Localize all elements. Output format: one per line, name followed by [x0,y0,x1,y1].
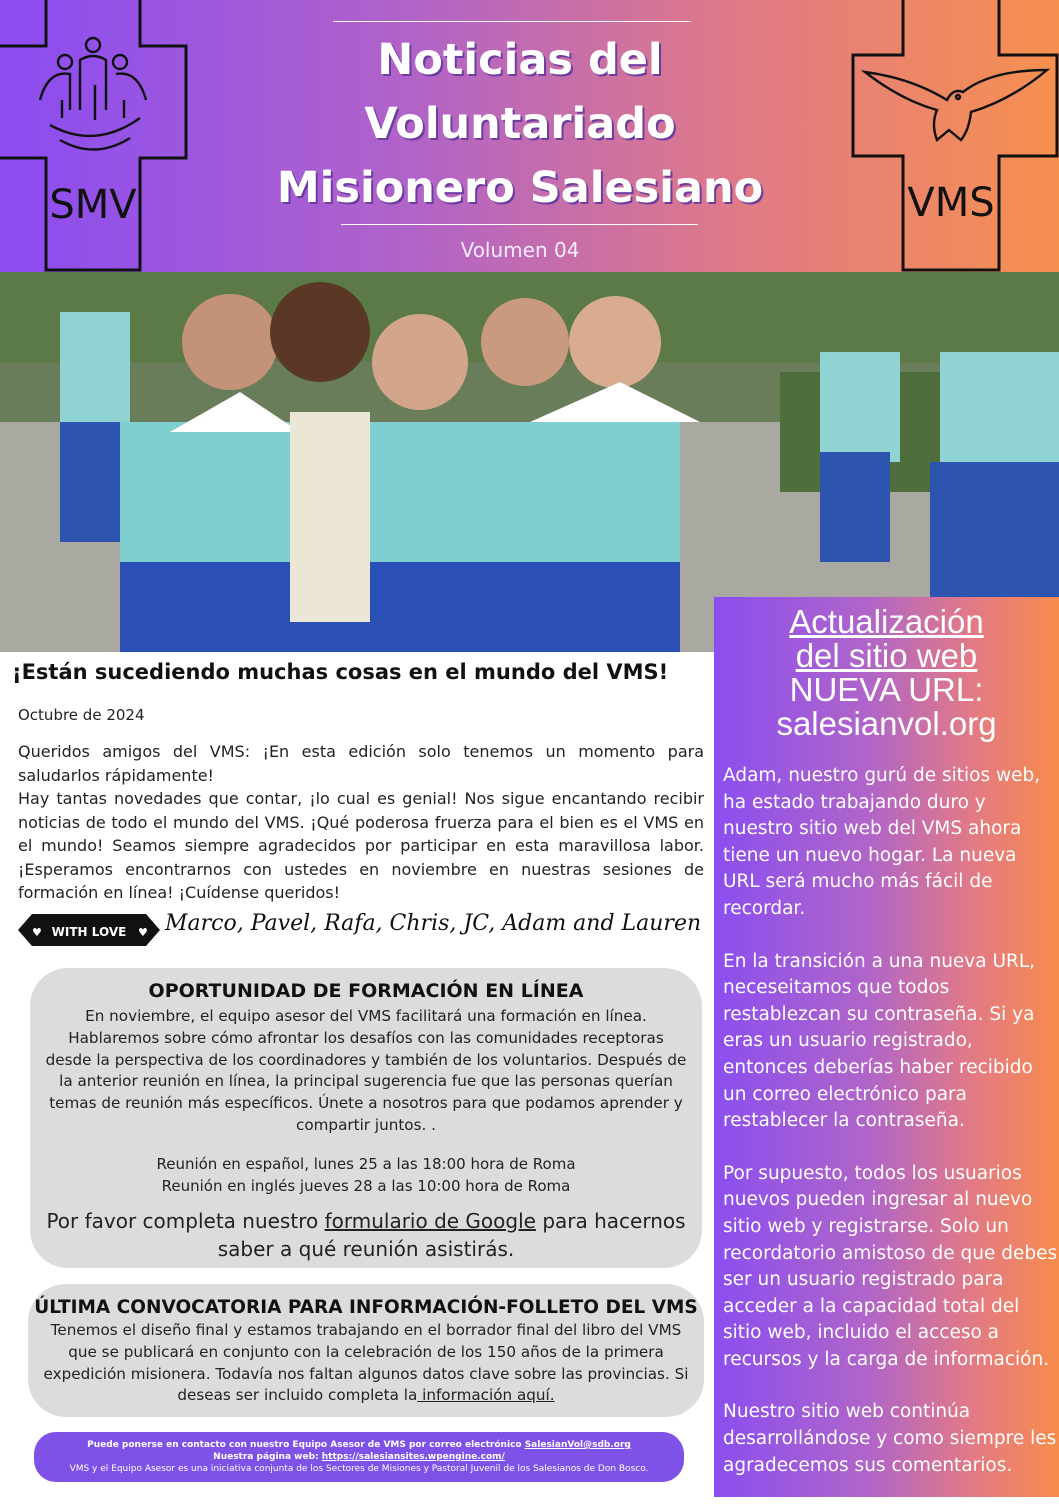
vms-logo-text: VMS [907,180,995,226]
volunteers-photo [0,272,1059,652]
meeting-spanish: Reunión en español, lunes 25 a las 18:00 hora de Roma [156,1154,576,1173]
main-headline: ¡Están sucediendo muchas cosas en el mundo del VMS! [12,660,669,684]
brochure-body: Tenemos el diseño final y estamos trabajando en el borrador final del libro del VMS que se publicará en conjunto con la celebración de los 150 años de la primera expedición misionera. Todavía nos faltan algunos datos clave sobre las provincias. Si deseas ser incluido completa la información aquí. [43,1321,689,1405]
heart-icon: ♥ [138,926,148,939]
sidebar-body [723,763,1059,1505]
people-group-icon [40,38,146,150]
google-form-link[interactable]: formulario de Google [324,1208,536,1233]
vms-cross-logo [851,0,1059,272]
group-of-girls [120,282,700,652]
brochure-title: ÚLTIMA CONVOCATORIA PARA INFORMACIÓN-FOLLETO DEL VMS [34,1297,698,1318]
volume-label: Volumen 04 [460,238,580,262]
training-cta: Por favor completa nuestro formulario de Google para hacernos saber a qué reunión asistirás. [46,1208,686,1261]
footer-initiative: VMS y el Equipo Asesor es una iniciativa conjunta de los Sectores de Misiones y Pastoral Juvenil de los Salesianos de Don Bosco. [69,1464,649,1474]
sidebar-paragraph: En la transición a una nueva URL, neceseitamos que todos restablezcan su contraseña. Si ya eras un usuario registrado, entonces deberías haber recibido un correo electrónico para restablecer la contraseña. [723,950,1036,1132]
smv-logo-text: SMV [49,182,137,228]
sidebar-paragraph: Por supuesto, todos los usuarios nuevos pueden ingresar al nuevo sitio web y registrarse. Solo un recordatorio amistoso de que debes ser un usuario registrado para acceder a la capacidad total del sitio web, incluido el acceso a recursos y la carga de información. [723,1162,1058,1370]
training-body: En noviembre, el equipo asesor del VMS facilitará una formación en línea. Hablaremos sobre cómo afrontar los desafíos con las comunidades receptoras desde la perspectiva de los coordinadores y también de los voluntarios. Después de la anterior reunión en línea, la principal sugerencia fue que las personas querían temas de reunión más específicos. Únete a nosotros para que podamos aprender y compartir juntos. . [45,1007,687,1134]
website-update-sidebar [714,597,1059,1497]
intro-paragraph: Queridos amigos del VMS: ¡En esta edición solo tenemos un momento para saludarlos rápidamente! [18,742,704,785]
dove-icon [865,70,1047,140]
issue-date: Octubre de 2024 [18,706,145,724]
with-love-text: WITH LOVE [51,925,127,939]
heart-icon: ♥ [32,926,42,939]
title-divider-top [333,21,691,22]
intro-paragraph: Hay tantas novedades que contar, ¡lo cual es genial! Nos sigue encantando recibir noticias de todo el mundo del VMS. ¡Qué poderosa fruerza para el bien es el VMS en el mundo! Seamos siempre agradecidos por participar en esta maravillosa labor. ¡Esperamos encontrarnos con ustedes en noviembre en nuestras sesiones de formación en línea! ¡Cuídense queridos! [18,789,704,902]
sidebar-paragraph: Nuestro sitio web continúa desarrollándose y como siempre les agradecemos sus comentarios. [723,1401,1057,1476]
email-link[interactable]: SalesianVol@sdb.org [524,1440,631,1450]
training-title: OPORTUNIDAD DE FORMACIÓN EN LÍNEA [148,980,584,1002]
brochure-info-link[interactable]: información aquí. [417,1386,555,1405]
intro-letter [18,740,704,905]
meeting-english: Reunión en inglés jueves 28 a las 10:00 hora de Roma [161,1176,571,1195]
brochure-box [28,1284,704,1417]
signers: Marco, Pavel, Rafa, Chris, JC, Adam and Lauren [165,911,702,936]
meeting-times [30,1153,702,1197]
header-banner [0,0,1059,272]
contact-footer: Puede ponerse en contacto con nuestro Equipo Asesor de VMS por correo electrónico SalesianVol@sdb.org Nuestra página web: https://salesiansites.wpengine.com/ VMS y el Equipo Asesor es una iniciativa conjunta de los Sectores de Misiones y Pastoral Juvenil de los Salesianos de Don Bosco. [34,1432,684,1482]
with-love-banner [18,910,160,950]
sidebar-paragraph: Adam, nuestro gurú de sitios web, ha estado trabajando duro y nuestro sitio web del VMS ahora tiene un nuevo hogar. La nueva URL será mucho más fácil de recordar. [723,765,1041,919]
new-url: salesianvol.org [776,705,997,742]
title-divider-bottom [341,224,698,225]
training-box [30,968,702,1268]
sidebar-heading: Actualización del sitio web NUEVA URL: salesianvol.org [714,605,1059,741]
newsletter-title: Noticias del Voluntariado Misionero Salesiano [276,35,764,213]
website-link[interactable]: https://salesiansites.wpengine.com/ [321,1452,505,1462]
smv-cross-logo [0,0,190,272]
